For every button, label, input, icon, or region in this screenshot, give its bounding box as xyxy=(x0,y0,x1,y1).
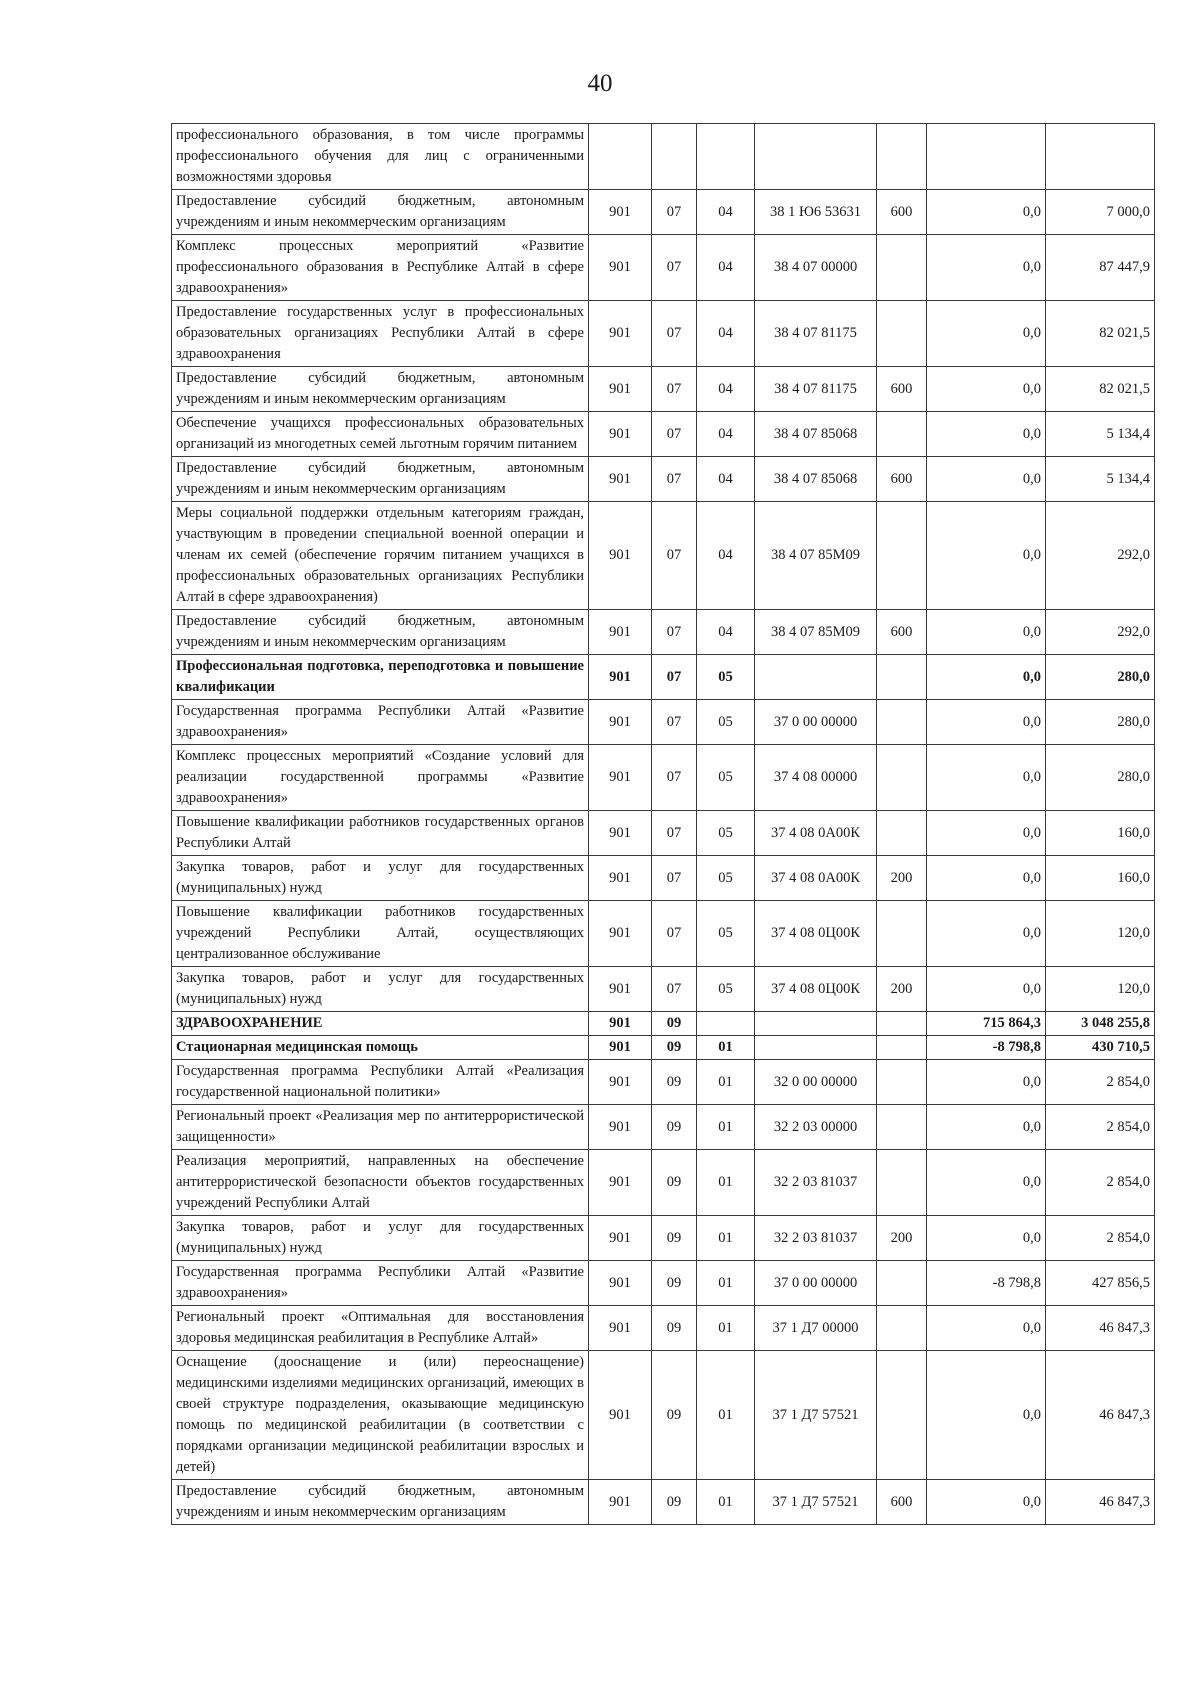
cell-name-text: Оснащение (дооснащение и (или) переоснащение) медицинскими изделиями медицинских организаций, имеющих в своей структуре подразделения, оказывающие медицинскую помощь по медицинской реабилитации (в соответствии с порядками организации медицинской реабилитации взрослых и детей) xyxy=(176,1354,584,1475)
cell-grbs: 901 xyxy=(589,745,652,811)
cell-csr: 37 0 00 00000 xyxy=(755,1261,877,1306)
cell-name xyxy=(172,124,589,190)
cell-sum-1: 0,0 xyxy=(927,367,1046,412)
cell-vr xyxy=(877,502,927,610)
cell-sum-1: 0,0 xyxy=(927,1105,1046,1150)
cell-csr: 38 4 07 85068 xyxy=(755,457,877,502)
cell-pr: 01 xyxy=(697,1036,755,1060)
cell-vr: 600 xyxy=(877,367,927,412)
cell-rz: 09 xyxy=(652,1306,697,1351)
cell-pr: 04 xyxy=(697,457,755,502)
cell-name xyxy=(172,1150,589,1216)
cell-sum-2: 3 048 255,8 xyxy=(1046,1012,1155,1036)
table-row xyxy=(172,1480,1155,1525)
cell-rz: 09 xyxy=(652,1261,697,1306)
cell-vr xyxy=(877,1150,927,1216)
cell-csr xyxy=(755,1036,877,1060)
cell-sum-1 xyxy=(927,124,1046,190)
cell-vr: 600 xyxy=(877,1480,927,1525)
cell-sum-1: 0,0 xyxy=(927,655,1046,700)
budget-table xyxy=(171,123,1155,1525)
cell-name xyxy=(172,1216,589,1261)
cell-sum-2: 120,0 xyxy=(1046,901,1155,967)
table-row xyxy=(172,1150,1155,1216)
cell-rz: 07 xyxy=(652,856,697,901)
cell-name xyxy=(172,610,589,655)
cell-vr xyxy=(877,745,927,811)
cell-name xyxy=(172,1036,589,1060)
cell-vr: 600 xyxy=(877,190,927,235)
cell-pr: 04 xyxy=(697,610,755,655)
cell-sum-1: 0,0 xyxy=(927,235,1046,301)
cell-sum-2: 2 854,0 xyxy=(1046,1150,1155,1216)
cell-grbs: 901 xyxy=(589,502,652,610)
cell-rz xyxy=(652,124,697,190)
cell-name xyxy=(172,700,589,745)
cell-pr: 04 xyxy=(697,502,755,610)
cell-name-text: Повышение квалификации работников государственных учреждений Республики Алтай, осуществляющих централизованное обслуживание xyxy=(176,904,584,962)
table-row xyxy=(172,610,1155,655)
cell-vr: 600 xyxy=(877,457,927,502)
cell-grbs: 901 xyxy=(589,655,652,700)
cell-sum-2: 430 710,5 xyxy=(1046,1036,1155,1060)
cell-csr: 38 4 07 81175 xyxy=(755,301,877,367)
cell-name-text: Региональный проект «Оптимальная для восстановления здоровья медицинская реабилитация в Республике Алтай» xyxy=(176,1309,584,1346)
cell-csr: 37 4 08 0Ц00К xyxy=(755,901,877,967)
cell-vr xyxy=(877,124,927,190)
cell-sum-1: 0,0 xyxy=(927,1480,1046,1525)
cell-grbs: 901 xyxy=(589,1261,652,1306)
cell-sum-2: 2 854,0 xyxy=(1046,1060,1155,1105)
cell-grbs: 901 xyxy=(589,700,652,745)
cell-name-text: профессионального образования, в том числе программы профессионального обучения для лиц с ограниченными возможностями здоровья xyxy=(176,127,584,185)
cell-sum-1: 0,0 xyxy=(927,967,1046,1012)
cell-name-text: Предоставление субсидий бюджетным, автономным учреждениям и иным некоммерческим организациям xyxy=(176,1483,584,1520)
table-row xyxy=(172,901,1155,967)
cell-csr: 32 2 03 81037 xyxy=(755,1216,877,1261)
cell-csr: 38 4 07 81175 xyxy=(755,367,877,412)
cell-sum-1: 0,0 xyxy=(927,1351,1046,1480)
cell-grbs: 901 xyxy=(589,610,652,655)
cell-pr: 04 xyxy=(697,301,755,367)
cell-csr: 37 1 Д7 57521 xyxy=(755,1351,877,1480)
cell-pr: 04 xyxy=(697,367,755,412)
cell-name xyxy=(172,190,589,235)
cell-grbs: 901 xyxy=(589,190,652,235)
cell-name-text: Стационарная медицинская помощь xyxy=(176,1039,418,1055)
cell-csr: 38 1 Ю6 53631 xyxy=(755,190,877,235)
cell-grbs: 901 xyxy=(589,967,652,1012)
cell-pr: 01 xyxy=(697,1480,755,1525)
cell-sum-1: 0,0 xyxy=(927,457,1046,502)
cell-grbs: 901 xyxy=(589,856,652,901)
cell-pr: 01 xyxy=(697,1216,755,1261)
cell-csr: 38 4 07 00000 xyxy=(755,235,877,301)
cell-vr xyxy=(877,412,927,457)
cell-sum-1: 0,0 xyxy=(927,1216,1046,1261)
cell-name xyxy=(172,1060,589,1105)
cell-vr xyxy=(877,1306,927,1351)
cell-vr xyxy=(877,1036,927,1060)
cell-grbs: 901 xyxy=(589,1480,652,1525)
cell-sum-1: 715 864,3 xyxy=(927,1012,1046,1036)
cell-vr: 600 xyxy=(877,610,927,655)
cell-grbs: 901 xyxy=(589,1060,652,1105)
cell-csr: 37 1 Д7 00000 xyxy=(755,1306,877,1351)
cell-vr xyxy=(877,811,927,856)
cell-name-text: Государственная программа Республики Алтай «Реализация государственной национальной политики» xyxy=(176,1063,584,1100)
cell-name xyxy=(172,811,589,856)
cell-vr xyxy=(877,235,927,301)
cell-name-text: Обеспечение учащихся профессиональных образовательных организаций из многодетных семей льготным горячим питанием xyxy=(176,415,584,452)
cell-name-text: Государственная программа Республики Алтай «Развитие здравоохранения» xyxy=(176,703,584,740)
cell-vr xyxy=(877,1351,927,1480)
cell-name xyxy=(172,412,589,457)
cell-pr: 04 xyxy=(697,235,755,301)
cell-name xyxy=(172,502,589,610)
cell-sum-2: 427 856,5 xyxy=(1046,1261,1155,1306)
cell-grbs: 901 xyxy=(589,1351,652,1480)
table-row xyxy=(172,1105,1155,1150)
cell-grbs: 901 xyxy=(589,1012,652,1036)
cell-rz: 09 xyxy=(652,1060,697,1105)
cell-sum-2 xyxy=(1046,124,1155,190)
cell-vr xyxy=(877,901,927,967)
cell-sum-2: 46 847,3 xyxy=(1046,1480,1155,1525)
cell-csr: 32 2 03 00000 xyxy=(755,1105,877,1150)
cell-sum-1: 0,0 xyxy=(927,745,1046,811)
cell-name-text: Предоставление государственных услуг в профессиональных образовательных организациях Республики Алтай в сфере здравоохранения xyxy=(176,304,584,362)
cell-sum-1: 0,0 xyxy=(927,1150,1046,1216)
cell-sum-2: 160,0 xyxy=(1046,811,1155,856)
cell-sum-1: -8 798,8 xyxy=(927,1261,1046,1306)
cell-csr: 32 2 03 81037 xyxy=(755,1150,877,1216)
cell-csr: 37 1 Д7 57521 xyxy=(755,1480,877,1525)
cell-sum-2: 2 854,0 xyxy=(1046,1105,1155,1150)
cell-grbs: 901 xyxy=(589,235,652,301)
cell-sum-1: 0,0 xyxy=(927,901,1046,967)
cell-grbs: 901 xyxy=(589,412,652,457)
cell-pr: 05 xyxy=(697,901,755,967)
cell-sum-2: 292,0 xyxy=(1046,610,1155,655)
cell-name-text: Предоставление субсидий бюджетным, автономным учреждениям и иным некоммерческим организациям xyxy=(176,460,584,497)
cell-grbs: 901 xyxy=(589,1306,652,1351)
cell-pr: 04 xyxy=(697,190,755,235)
table-row xyxy=(172,811,1155,856)
cell-vr xyxy=(877,1261,927,1306)
cell-csr: 37 4 08 0Ц00К xyxy=(755,967,877,1012)
cell-sum-2: 120,0 xyxy=(1046,967,1155,1012)
cell-sum-1: 0,0 xyxy=(927,301,1046,367)
cell-name-text: Предоставление субсидий бюджетным, автономным учреждениям и иным некоммерческим организациям xyxy=(176,613,584,650)
cell-pr xyxy=(697,1012,755,1036)
cell-name xyxy=(172,745,589,811)
cell-sum-1: 0,0 xyxy=(927,856,1046,901)
table-row xyxy=(172,1060,1155,1105)
cell-name xyxy=(172,1012,589,1036)
cell-name xyxy=(172,457,589,502)
cell-sum-2: 46 847,3 xyxy=(1046,1306,1155,1351)
cell-vr xyxy=(877,301,927,367)
cell-sum-2: 5 134,4 xyxy=(1046,457,1155,502)
cell-rz: 09 xyxy=(652,1150,697,1216)
cell-grbs: 901 xyxy=(589,457,652,502)
cell-csr: 38 4 07 85М09 xyxy=(755,502,877,610)
cell-sum-2: 280,0 xyxy=(1046,700,1155,745)
cell-vr xyxy=(877,700,927,745)
cell-sum-2: 82 021,5 xyxy=(1046,301,1155,367)
cell-name xyxy=(172,1261,589,1306)
cell-vr xyxy=(877,1060,927,1105)
cell-sum-1: 0,0 xyxy=(927,1306,1046,1351)
cell-grbs: 901 xyxy=(589,1105,652,1150)
cell-rz: 07 xyxy=(652,412,697,457)
cell-csr: 37 0 00 00000 xyxy=(755,700,877,745)
cell-vr xyxy=(877,1105,927,1150)
cell-rz: 07 xyxy=(652,700,697,745)
cell-grbs: 901 xyxy=(589,901,652,967)
table-row xyxy=(172,190,1155,235)
cell-grbs: 901 xyxy=(589,811,652,856)
cell-vr xyxy=(877,655,927,700)
cell-sum-1: 0,0 xyxy=(927,412,1046,457)
table-body xyxy=(172,124,1155,1525)
cell-sum-1: -8 798,8 xyxy=(927,1036,1046,1060)
cell-pr: 05 xyxy=(697,967,755,1012)
cell-sum-2: 5 134,4 xyxy=(1046,412,1155,457)
cell-csr xyxy=(755,1012,877,1036)
cell-csr: 37 4 08 0А00К xyxy=(755,811,877,856)
cell-rz: 07 xyxy=(652,901,697,967)
cell-name xyxy=(172,1306,589,1351)
cell-name xyxy=(172,301,589,367)
cell-sum-1: 0,0 xyxy=(927,190,1046,235)
cell-name-text: Закупка товаров, работ и услуг для государственных (муниципальных) нужд xyxy=(176,1219,584,1256)
table-row xyxy=(172,700,1155,745)
cell-vr xyxy=(877,1012,927,1036)
cell-grbs: 901 xyxy=(589,1036,652,1060)
cell-name-text: Региональный проект «Реализация мер по антитеррористической защищенности» xyxy=(176,1108,584,1145)
cell-name-text: Закупка товаров, работ и услуг для государственных (муниципальных) нужд xyxy=(176,970,584,1007)
table-row xyxy=(172,1036,1155,1060)
cell-pr: 01 xyxy=(697,1261,755,1306)
cell-pr: 01 xyxy=(697,1150,755,1216)
cell-sum-2: 280,0 xyxy=(1046,655,1155,700)
cell-grbs: 901 xyxy=(589,367,652,412)
cell-pr: 01 xyxy=(697,1306,755,1351)
cell-sum-1: 0,0 xyxy=(927,502,1046,610)
cell-csr: 38 4 07 85068 xyxy=(755,412,877,457)
cell-csr xyxy=(755,655,877,700)
table-row xyxy=(172,655,1155,700)
table-row xyxy=(172,502,1155,610)
cell-csr xyxy=(755,124,877,190)
cell-rz: 07 xyxy=(652,811,697,856)
cell-sum-2: 280,0 xyxy=(1046,745,1155,811)
table-row xyxy=(172,1306,1155,1351)
cell-csr: 37 4 08 0А00К xyxy=(755,856,877,901)
cell-name-text: Комплекс процессных мероприятий «Создание условий для реализации государственной программы «Развитие здравоохранения» xyxy=(176,748,584,806)
cell-rz: 07 xyxy=(652,235,697,301)
table-row xyxy=(172,124,1155,190)
cell-sum-2: 160,0 xyxy=(1046,856,1155,901)
cell-name-text: Предоставление субсидий бюджетным, автономным учреждениям и иным некоммерческим организациям xyxy=(176,193,584,230)
table-row xyxy=(172,412,1155,457)
cell-grbs: 901 xyxy=(589,301,652,367)
table-row xyxy=(172,1012,1155,1036)
cell-sum-1: 0,0 xyxy=(927,811,1046,856)
cell-pr: 05 xyxy=(697,745,755,811)
cell-csr: 32 0 00 00000 xyxy=(755,1060,877,1105)
cell-grbs xyxy=(589,124,652,190)
cell-vr: 200 xyxy=(877,967,927,1012)
cell-rz: 07 xyxy=(652,190,697,235)
cell-csr: 38 4 07 85М09 xyxy=(755,610,877,655)
cell-pr xyxy=(697,124,755,190)
cell-pr: 01 xyxy=(697,1351,755,1480)
cell-rz: 07 xyxy=(652,655,697,700)
cell-name xyxy=(172,655,589,700)
cell-name-text: Государственная программа Республики Алтай «Развитие здравоохранения» xyxy=(176,1264,584,1301)
cell-sum-1: 0,0 xyxy=(927,610,1046,655)
table-row xyxy=(172,301,1155,367)
cell-rz: 07 xyxy=(652,301,697,367)
cell-rz: 09 xyxy=(652,1351,697,1480)
cell-rz: 07 xyxy=(652,967,697,1012)
cell-name-text: Профессиональная подготовка, переподготовка и повышение квалификации xyxy=(176,658,584,695)
cell-sum-2: 7 000,0 xyxy=(1046,190,1155,235)
cell-pr: 05 xyxy=(697,811,755,856)
cell-sum-2: 2 854,0 xyxy=(1046,1216,1155,1261)
table-row xyxy=(172,967,1155,1012)
cell-rz: 07 xyxy=(652,745,697,811)
cell-rz: 09 xyxy=(652,1012,697,1036)
cell-rz: 09 xyxy=(652,1036,697,1060)
cell-name xyxy=(172,235,589,301)
table-row xyxy=(172,856,1155,901)
cell-rz: 07 xyxy=(652,610,697,655)
cell-name-text: Предоставление субсидий бюджетным, автономным учреждениям и иным некоммерческим организациям xyxy=(176,370,584,407)
cell-sum-2: 46 847,3 xyxy=(1046,1351,1155,1480)
page-number: 40 xyxy=(587,70,613,97)
cell-name xyxy=(172,367,589,412)
cell-name-text: ЗДРАВООХРАНЕНИЕ xyxy=(176,1015,323,1031)
cell-csr: 37 4 08 00000 xyxy=(755,745,877,811)
table-row xyxy=(172,745,1155,811)
cell-sum-1: 0,0 xyxy=(927,1060,1046,1105)
cell-grbs: 901 xyxy=(589,1216,652,1261)
cell-name xyxy=(172,1105,589,1150)
cell-rz: 09 xyxy=(652,1216,697,1261)
cell-rz: 07 xyxy=(652,502,697,610)
table-row xyxy=(172,457,1155,502)
cell-sum-2: 292,0 xyxy=(1046,502,1155,610)
cell-name-text: Реализация мероприятий, направленных на обеспечение антитеррористической безопасности объектов государственных учреждений Республики Алтай xyxy=(176,1153,584,1211)
cell-grbs: 901 xyxy=(589,1150,652,1216)
table-row xyxy=(172,1261,1155,1306)
cell-name xyxy=(172,856,589,901)
cell-name xyxy=(172,1351,589,1480)
cell-name xyxy=(172,967,589,1012)
cell-vr: 200 xyxy=(877,1216,927,1261)
cell-name xyxy=(172,1480,589,1525)
cell-rz: 07 xyxy=(652,367,697,412)
cell-pr: 05 xyxy=(697,856,755,901)
cell-pr: 04 xyxy=(697,412,755,457)
cell-name-text: Меры социальной поддержки отдельным категориям граждан, участвующим в проведении специальной военной операции и членам их семей (обеспечение горячим питанием учащихся в профессиональных образовательных организациях Республики Алтай в сфере здравоохранения) xyxy=(176,505,584,605)
cell-sum-2: 87 447,9 xyxy=(1046,235,1155,301)
table-row xyxy=(172,367,1155,412)
table-row xyxy=(172,235,1155,301)
cell-name-text: Повышение квалификации работников государственных органов Республики Алтай xyxy=(176,814,584,851)
cell-rz: 09 xyxy=(652,1105,697,1150)
table-row xyxy=(172,1216,1155,1261)
table-row xyxy=(172,1351,1155,1480)
cell-rz: 07 xyxy=(652,457,697,502)
cell-name-text: Комплекс процессных мероприятий «Развитие профессионального образования в Республике Алтай в сфере здравоохранения» xyxy=(176,238,584,296)
cell-vr: 200 xyxy=(877,856,927,901)
cell-name xyxy=(172,901,589,967)
cell-pr: 01 xyxy=(697,1105,755,1150)
cell-sum-1: 0,0 xyxy=(927,700,1046,745)
cell-sum-2: 82 021,5 xyxy=(1046,367,1155,412)
cell-name-text: Закупка товаров, работ и услуг для государственных (муниципальных) нужд xyxy=(176,859,584,896)
cell-pr: 01 xyxy=(697,1060,755,1105)
cell-pr: 05 xyxy=(697,655,755,700)
cell-rz: 09 xyxy=(652,1480,697,1525)
cell-pr: 05 xyxy=(697,700,755,745)
